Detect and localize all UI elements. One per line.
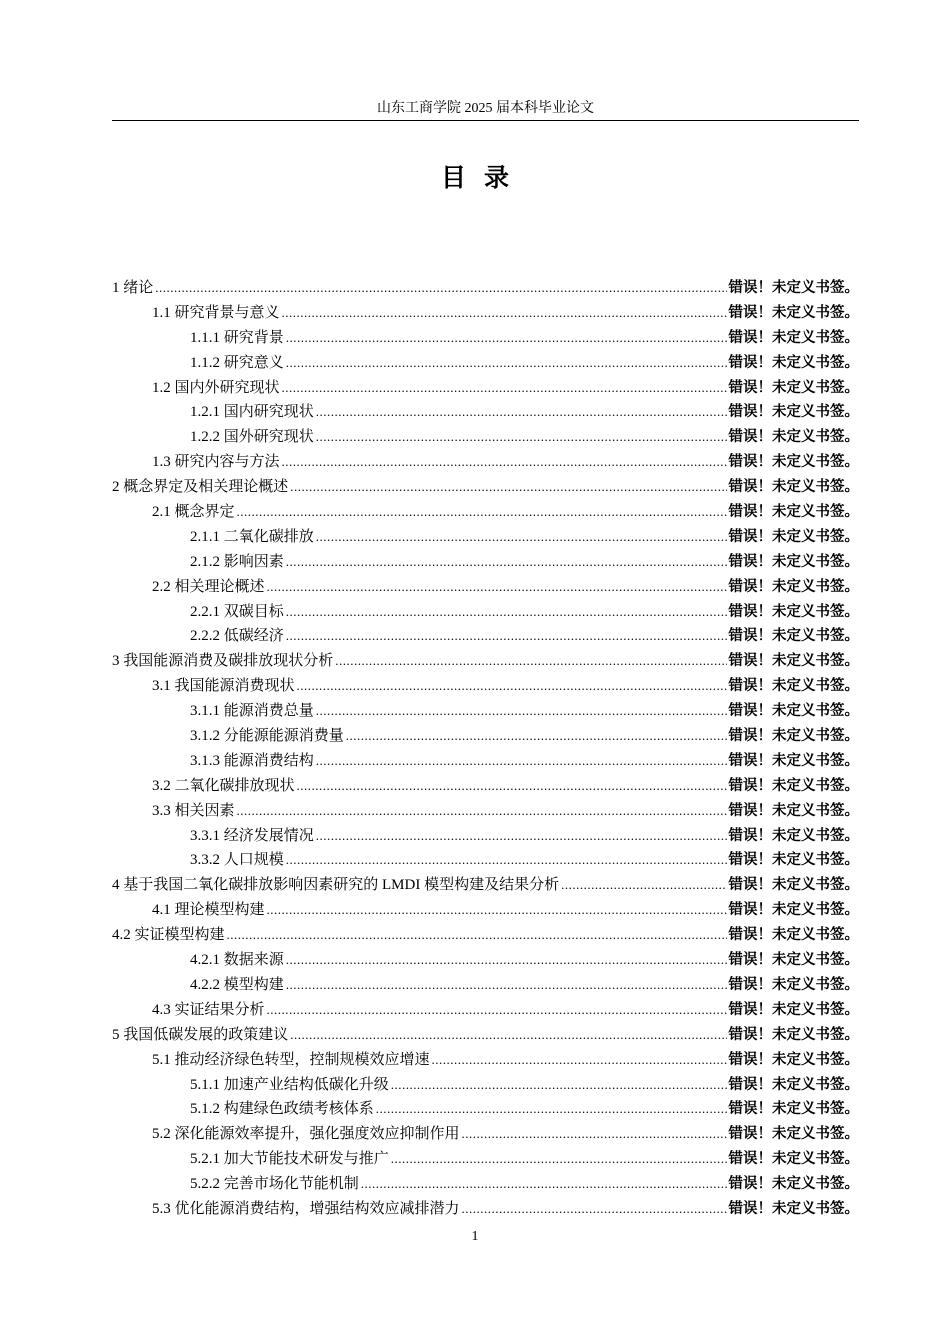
toc-entry-title: 2.2 相关理论概述 [152,578,265,595]
toc-entry-page-ref: 错误！未定义书签。 [728,1151,859,1168]
toc-entry-title: 4.1 理论模型构建 [152,902,265,919]
toc-entry[interactable] [112,1073,859,1098]
toc-entry[interactable] [112,1147,859,1172]
toc-entry-title: 3.1.2 分能源能源消费量 [190,728,344,745]
toc-entry-title: 1.2.1 国内研究现状 [190,404,314,421]
toc-entry[interactable] [112,674,859,699]
toc-entry-page-ref: 错误！未定义书签。 [728,827,859,844]
header-rule [112,120,859,121]
toc-entry-page-ref: 错误！未定义书签。 [728,877,859,894]
toc-dot-leader [316,404,727,420]
toc-entry[interactable] [112,799,859,824]
toc-entry[interactable] [112,1023,859,1048]
toc-entry-title: 3.1 我国能源消费现状 [152,678,295,695]
toc-entry-title: 3.1.1 能源消费总量 [190,703,314,720]
toc-entry-page-ref: 错误！未定义书签。 [728,454,859,471]
toc-entry[interactable] [112,948,859,973]
toc-entry-page-ref: 错误！未定义书签。 [728,354,859,371]
toc-entry-title: 2.1.1 二氧化碳排放 [190,528,314,545]
toc-entry-page-ref: 错误！未定义书签。 [728,504,859,521]
toc-dot-leader [391,1151,727,1167]
toc-dot-leader [335,653,726,669]
toc-entry-title: 2.1 概念界定 [152,504,235,521]
toc-dot-leader [237,803,727,819]
toc-entry-title: 1.1 研究背景与意义 [152,304,280,321]
toc-entry-title: 1.2 国内外研究现状 [152,379,280,396]
page-header: 山东工商学院 2025 届本科毕业论文 [377,101,594,116]
toc-entry[interactable] [112,575,859,600]
toc-dot-leader [316,429,727,445]
toc-entry-title: 2 概念界定及相关理论概述 [112,479,289,496]
toc-entry[interactable] [112,326,859,351]
toc-entry[interactable] [112,351,859,376]
toc-dot-leader [282,380,727,396]
toc-dot-leader [391,1077,727,1093]
toc-entry[interactable] [112,400,859,425]
toc-entry[interactable] [112,898,859,923]
table-of-contents [112,276,859,1222]
toc-entry-page-ref: 错误！未定义书签。 [728,902,859,919]
toc-dot-leader [316,703,727,719]
toc-dot-leader [227,927,727,943]
toc-entry[interactable] [112,525,859,550]
toc-entry-page-ref: 错误！未定义书签。 [728,777,859,794]
toc-entry-title: 4.2.2 模型构建 [190,976,284,993]
toc-dot-leader [286,355,727,371]
toc-entry[interactable] [112,1097,859,1122]
toc-entry-page-ref: 错误！未定义书签。 [728,1076,859,1093]
toc-entry[interactable] [112,276,859,301]
toc-entry[interactable] [112,873,859,898]
toc-entry[interactable] [112,923,859,948]
toc-entry[interactable] [112,425,859,450]
toc-dot-leader [361,1176,727,1192]
toc-dot-leader [462,1126,727,1142]
toc-dot-leader [286,330,727,346]
toc-entry-page-ref: 错误！未定义书签。 [728,329,859,346]
toc-dot-leader [286,952,727,968]
toc-dot-leader [286,604,727,620]
toc-entry[interactable] [112,973,859,998]
toc-entry-title: 1.3 研究内容与方法 [152,454,280,471]
toc-entry[interactable] [112,998,859,1023]
toc-title: 目录 [440,163,527,192]
toc-entry-page-ref: 错误！未定义书签。 [728,927,859,944]
toc-entry-title: 4.2 实证模型构建 [112,927,225,944]
toc-entry-title: 3.3.1 经济发展情况 [190,827,314,844]
toc-dot-leader [290,1027,726,1043]
toc-entry-title: 5.2.2 完善市场化节能机制 [190,1176,359,1193]
toc-entry-page-ref: 错误！未定义书签。 [728,852,859,869]
toc-entry-title: 1 绪论 [112,280,154,296]
toc-dot-leader [432,1052,727,1068]
toc-entry-title: 2.2.1 双碳目标 [190,603,284,620]
toc-entry-page-ref: 错误！未定义书签。 [728,1176,859,1193]
toc-entry-title: 1.2.2 国外研究现状 [190,429,314,446]
toc-entry-title: 5.1.1 加速产业结构低碳化升级 [190,1076,389,1093]
toc-dot-leader [267,579,727,595]
toc-entry-title: 5.2 深化能源效率提升，强化强度效应抑制作用 [152,1126,460,1143]
toc-entry-page-ref: 错误！未定义书签。 [728,703,859,720]
toc-entry[interactable] [112,624,859,649]
toc-entry-title: 5.1.2 构建绿色政绩考核体系 [190,1101,374,1118]
toc-entry-page-ref: 错误！未定义书签。 [728,379,859,396]
toc-entry-title: 3.3.2 人口规模 [190,852,284,869]
toc-entry[interactable] [112,450,859,475]
toc-dot-leader [286,554,727,570]
toc-entry[interactable] [112,301,859,326]
toc-entry-title: 2.1.2 影响因素 [190,553,284,570]
toc-entry-title: 3 我国能源消费及碳排放现状分析 [112,653,334,670]
toc-dot-leader [316,753,727,769]
toc-dot-leader [286,852,727,868]
toc-entry[interactable] [112,724,859,749]
toc-dot-leader [346,728,727,744]
toc-entry-page-ref: 错误！未定义书签。 [728,603,859,620]
toc-entry-page-ref: 错误！未定义书签。 [728,653,859,670]
toc-entry-page-ref: 错误！未定义书签。 [728,976,859,993]
toc-dot-leader [297,678,727,694]
toc-entry-title: 2.2.2 低碳经济 [190,628,284,645]
toc-entry[interactable] [112,500,859,525]
toc-entry-page-ref: 错误！未定义书签。 [728,304,859,321]
toc-dot-leader [290,479,726,495]
toc-entry-page-ref: 错误！未定义书签。 [728,1051,859,1068]
toc-entry-page-ref: 错误！未定义书签。 [728,528,859,545]
toc-entry-page-ref: 错误！未定义书签。 [728,952,859,969]
toc-entry-page-ref: 错误！未定义书签。 [728,1101,859,1118]
toc-entry-page-ref: 错误！未定义书签。 [728,429,859,446]
toc-entry[interactable] [112,1172,859,1197]
toc-entry[interactable] [112,824,859,849]
toc-entry[interactable] [112,475,859,500]
toc-entry-page-ref: 错误！未定义书签。 [728,404,859,421]
toc-entry-page-ref: 错误！未定义书签。 [728,578,859,595]
toc-entry[interactable] [112,600,859,625]
toc-entry-title: 1.1.1 研究背景 [190,329,284,346]
toc-entry-title: 5.1 推动经济绿色转型，控制规模效应增速 [152,1051,430,1068]
toc-dot-leader [286,628,727,644]
toc-dot-leader [316,828,727,844]
toc-entry[interactable] [112,550,859,575]
toc-entry-page-ref: 错误！未定义书签。 [728,280,859,296]
toc-entry-title: 4.3 实证结果分析 [152,1001,265,1018]
toc-dot-leader [237,504,727,520]
toc-dot-leader [282,454,727,470]
toc-entry[interactable] [112,1122,859,1147]
toc-entry[interactable] [112,848,859,873]
toc-entry-title: 3.1.3 能源消费结构 [190,752,314,769]
toc-entry-title: 4 基于我国二氧化碳排放影响因素研究的 LMDI 模型构建及结果分析 [112,877,560,894]
toc-entry[interactable] [112,649,859,674]
toc-entry-page-ref: 错误！未定义书签。 [728,1126,859,1143]
toc-dot-leader [376,1101,727,1117]
toc-entry-title: 5.2.1 加大节能技术研发与推广 [190,1151,389,1168]
toc-entry-title: 5.3 优化能源消费结构，增强结构效应减排潜力 [152,1200,460,1217]
toc-entry[interactable] [112,774,859,799]
toc-entry-page-ref: 错误！未定义书签。 [728,678,859,695]
toc-dot-leader [561,877,726,893]
toc-entry-title: 3.2 二氧化碳排放现状 [152,777,295,794]
toc-dot-leader [286,977,727,993]
toc-entry[interactable] [112,1048,859,1073]
toc-entry-page-ref: 错误！未定义书签。 [728,802,859,819]
toc-dot-leader [155,280,726,296]
toc-entry[interactable] [112,1197,859,1222]
toc-entry-page-ref: 错误！未定义书签。 [728,553,859,570]
toc-entry-title: 4.2.1 数据来源 [190,952,284,969]
toc-entry-title: 3.3 相关因素 [152,802,235,819]
toc-entry-title: 1.1.2 研究意义 [190,354,284,371]
toc-dot-leader [267,902,727,918]
toc-entry[interactable] [112,749,859,774]
toc-entry-page-ref: 错误！未定义书签。 [728,628,859,645]
toc-entry-page-ref: 错误！未定义书签。 [728,1001,859,1018]
page-number: 1 [471,1229,479,1244]
toc-dot-leader [297,778,727,794]
toc-entry-page-ref: 错误！未定义书签。 [728,752,859,769]
toc-entry-page-ref: 错误！未定义书签。 [728,479,859,496]
toc-entry[interactable] [112,376,859,401]
toc-dot-leader [282,305,727,321]
toc-entry-title: 5 我国低碳发展的政策建议 [112,1026,289,1043]
toc-entry-page-ref: 错误！未定义书签。 [728,728,859,745]
toc-dot-leader [316,529,727,545]
toc-dot-leader [267,1002,727,1018]
toc-entry[interactable] [112,699,859,724]
toc-entry-page-ref: 错误！未定义书签。 [728,1026,859,1043]
toc-dot-leader [462,1201,727,1217]
toc-entry-page-ref: 错误！未定义书签。 [728,1200,859,1217]
